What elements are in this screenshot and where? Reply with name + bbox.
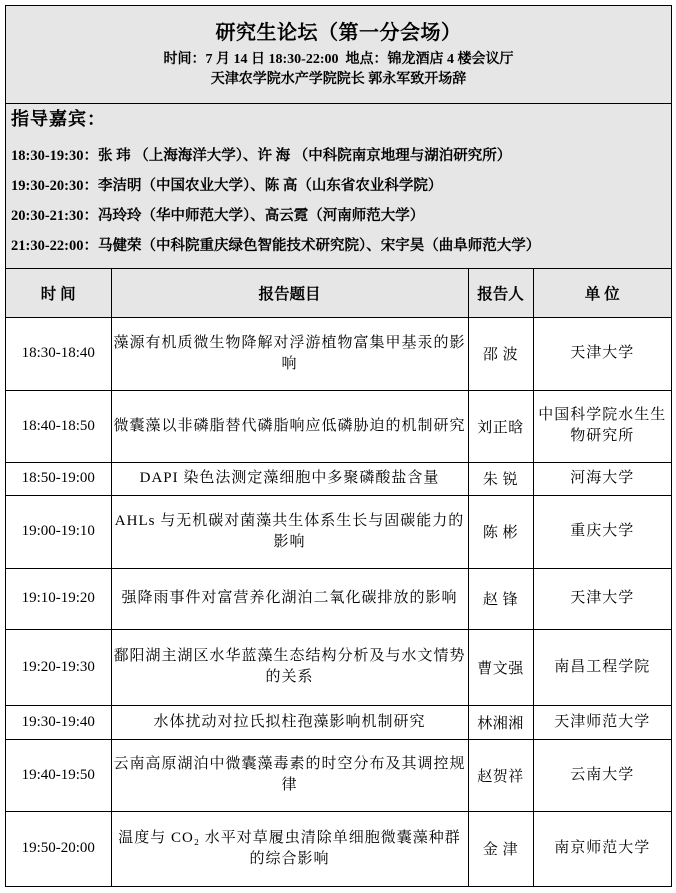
time-cell: 19:40-19:50 <box>6 739 111 811</box>
header-time: 时 间 <box>6 269 111 317</box>
speaker-cell: 赵贺祥 <box>468 739 533 811</box>
time-cell: 19:20-19:30 <box>6 629 111 705</box>
unit-cell: 河海大学 <box>533 462 671 495</box>
table-row <box>6 811 671 886</box>
table-row <box>6 568 671 629</box>
guest-slot: 18:30-19:30：张 玮 （上海海洋大学）、许 海 （中科院南京地理与湖泊研究所） <box>11 148 512 164</box>
report-title-cell: AHLs 与无机碳对菌藻共生体系生长与固碳能力的影响 <box>111 495 468 568</box>
header-title: 报告题目 <box>111 269 468 317</box>
unit-cell: 云南大学 <box>533 739 671 811</box>
guests-section <box>6 104 671 269</box>
table-row <box>6 629 671 705</box>
session-opening: 天津农学院水产学院院长 郭永军致开场辞 <box>210 72 467 87</box>
report-title-cell: DAPI 染色法测定藻细胞中多聚磷酸盐含量 <box>111 462 468 495</box>
header-speaker: 报告人 <box>468 269 533 317</box>
report-title-cell: 微囊藻以非磷脂替代磷脂响应低磷胁迫的机制研究 <box>111 390 468 462</box>
header-row <box>6 269 671 317</box>
table-header <box>6 269 671 317</box>
unit-cell: 天津大学 <box>533 317 671 390</box>
speaker-cell: 邵 波 <box>468 317 533 390</box>
time-cell: 19:30-19:40 <box>6 705 111 739</box>
time-cell: 18:50-19:00 <box>6 462 111 495</box>
report-title-cell: 云南高原湖泊中微囊藻毒素的时空分布及其调控规律 <box>111 739 468 811</box>
unit-cell: 天津大学 <box>533 568 671 629</box>
unit-cell: 天津师范大学 <box>533 705 671 739</box>
guests-label: 指导嘉宾： <box>11 109 106 129</box>
guest-slot: 20:30-21:30：冯玲玲（华中师范大学）、高云霓（河南师范大学） <box>11 208 425 224</box>
table-row <box>6 462 671 495</box>
session-title: 研究生论坛（第一分会场） <box>215 22 462 44</box>
time-cell: 19:10-19:20 <box>6 568 111 629</box>
speaker-cell: 金 津 <box>468 811 533 886</box>
time-cell: 18:30-18:40 <box>6 317 111 390</box>
guests-list <box>11 141 671 261</box>
speaker-cell: 曹文强 <box>468 629 533 705</box>
time-cell: 18:40-18:50 <box>6 390 111 462</box>
time-cell: 19:50-20:00 <box>6 811 111 886</box>
schedule-table <box>6 269 671 886</box>
report-title-cell: 强降雨事件对富营养化湖泊二氧化碳排放的影响 <box>111 568 468 629</box>
report-title-cell: 温度与 CO₂ 水平对草履虫清除单细胞微囊藻种群的综合影响 <box>111 811 468 886</box>
time-cell: 19:00-19:10 <box>6 495 111 568</box>
unit-cell: 南昌工程学院 <box>533 629 671 705</box>
unit-cell: 重庆大学 <box>533 495 671 568</box>
unit-cell: 南京师范大学 <box>533 811 671 886</box>
table-row <box>6 739 671 811</box>
guest-slot: 21:30-22:00：马健荣（中科院重庆绿色智能技术研究院）、宋宇昊（曲阜师范大学） <box>11 238 541 254</box>
table-row <box>6 390 671 462</box>
table-row <box>6 317 671 390</box>
report-title-cell: 水体扰动对拉氏拟柱孢藻影响机制研究 <box>111 705 468 739</box>
speaker-cell: 刘正晗 <box>468 390 533 462</box>
guest-slot: 19:30-20:30：李洁明（中国农业大学）、陈 高（山东省农业科学院） <box>11 178 443 194</box>
speaker-cell: 赵 锋 <box>468 568 533 629</box>
session-header <box>6 6 671 104</box>
unit-cell: 中国科学院水生生物研究所 <box>533 390 671 462</box>
speaker-cell: 林湘湘 <box>468 705 533 739</box>
speaker-cell: 朱 锐 <box>468 462 533 495</box>
session-time-location: 时间：7 月 14 日 18:30-22:00 地点：锦龙酒店 4 楼会议厅 <box>163 52 514 67</box>
table-row <box>6 495 671 568</box>
header-unit: 单 位 <box>533 269 671 317</box>
table-row <box>6 705 671 739</box>
speaker-cell: 陈 彬 <box>468 495 533 568</box>
report-title-cell: 藻源有机质微生物降解对浮游植物富集甲基汞的影响 <box>111 317 468 390</box>
report-title-cell: 鄱阳湖主湖区水华蓝藻生态结构分析及与水文情势的关系 <box>111 629 468 705</box>
table-body <box>6 317 671 886</box>
schedule-document <box>5 5 672 887</box>
